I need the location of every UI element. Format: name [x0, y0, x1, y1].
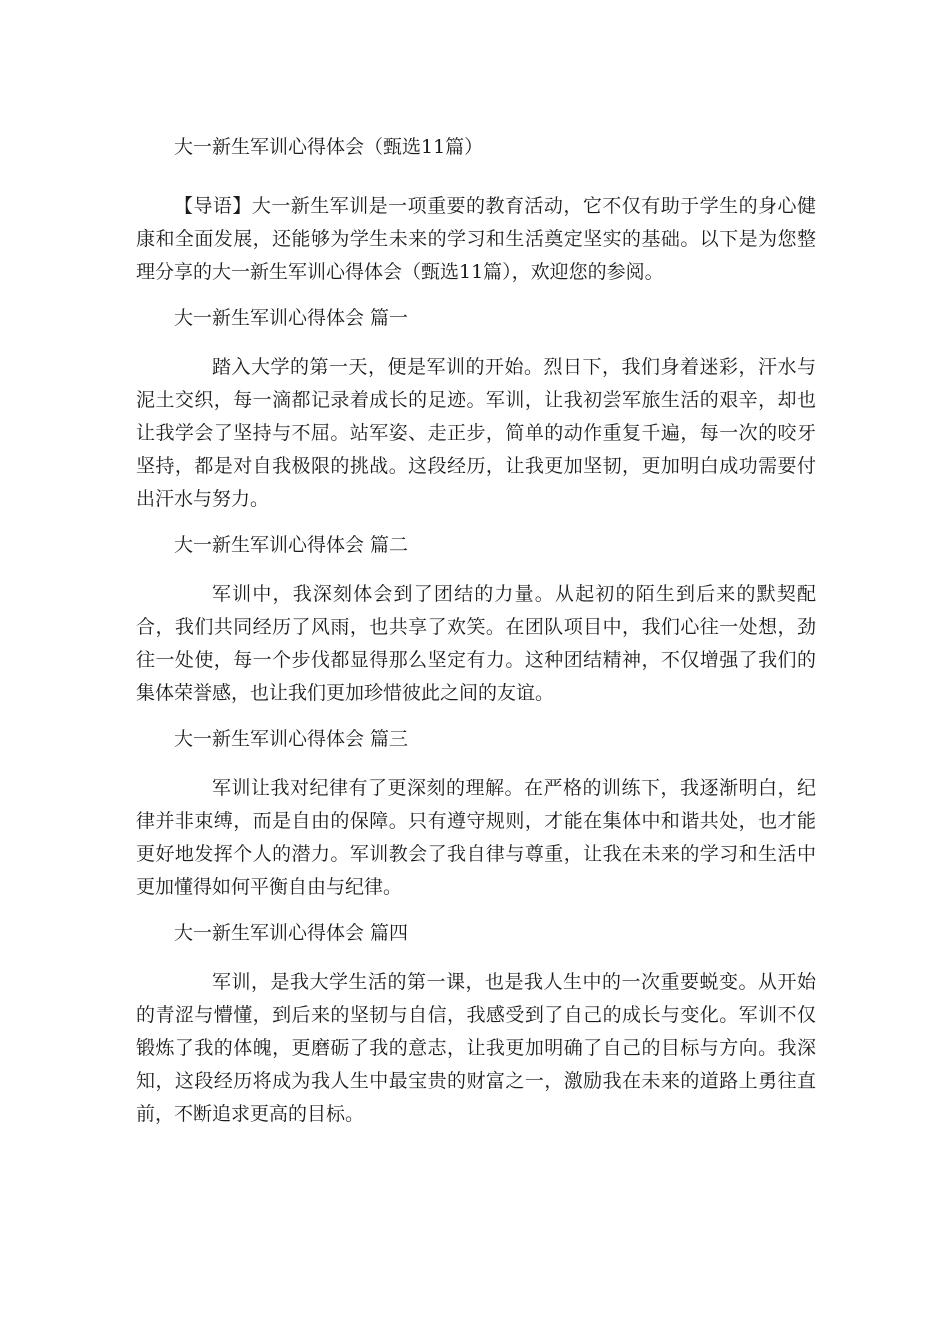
section-4 [136, 918, 816, 1131]
section-heading: 大一新生军训心得体会 篇二 [174, 534, 409, 556]
section-paragraph: 军训中，我深刻体会到了团结的力量。从起初的陌生到后来的默契配合，我们共同经历了风雨，也共享了欢笑。在团队项目中，我们心往一处想，劲往一处使，每一个步伐都显得那么坚定有力。这种团结精神，不仅增强了我们的集体荣誉感，也让我们更加珍惜彼此之间的友谊。 [136, 583, 816, 704]
document-content [136, 132, 816, 1131]
section-paragraph: 踏入大学的第一天，便是军训的开始。烈日下，我们身着迷彩，汗水与泥土交织，每一滴都记录着成长的足迹。军训，让我初尝军旅生活的艰辛，却也让我学会了坚持与不屈。站军姿、走正步，简单的动作重复千遍，每一次的咬牙坚持，都是对自我极限的挑战。这段经历，让我更加坚韧，更加明白成功需要付出汗水与努力。 [136, 356, 816, 510]
intro-paragraph: 【导语】大一新生军训是一项重要的教育活动，它不仅有助于学生的身心健康和全面发展，还能够为学生未来的学习和生活奠定坚实的基础。以下是为您整理分享的大一新生军训心得体会（甄选11篇），欢迎您的参阅。 [136, 195, 816, 283]
section-heading: 大一新生军训心得体会 篇四 [174, 922, 409, 944]
document-title: 大一新生军训心得体会（甄选11篇） [174, 136, 484, 158]
section-heading: 大一新生军训心得体会 篇三 [174, 728, 409, 750]
section-2 [136, 530, 816, 710]
section-3 [136, 724, 816, 904]
section-paragraph: 军训让我对纪律有了更深刻的理解。在严格的训练下，我逐渐明白，纪律并非束缚，而是自由的保障。只有遵守规则，才能在集体中和谐共处，也才能更好地发挥个人的潜力。军训教会了我自律与尊重，让我在未来的学习和生活中更加懂得如何平衡自由与纪律。 [136, 777, 816, 898]
section-paragraph: 军训，是我大学生活的第一课，也是我人生中的一次重要蜕变。从开始的青涩与懵懂，到后来的坚韧与自信，我感受到了自己的成长与变化。军训不仅锻炼了我的体魄，更磨砺了我的意志，让我更加明确了自己的目标与方向。我深知，这段经历将成为我人生中最宝贵的财富之一，激励我在未来的道路上勇往直前，不断追求更高的目标。 [136, 971, 816, 1125]
section-1 [136, 303, 816, 516]
section-heading: 大一新生军训心得体会 篇一 [174, 307, 409, 329]
